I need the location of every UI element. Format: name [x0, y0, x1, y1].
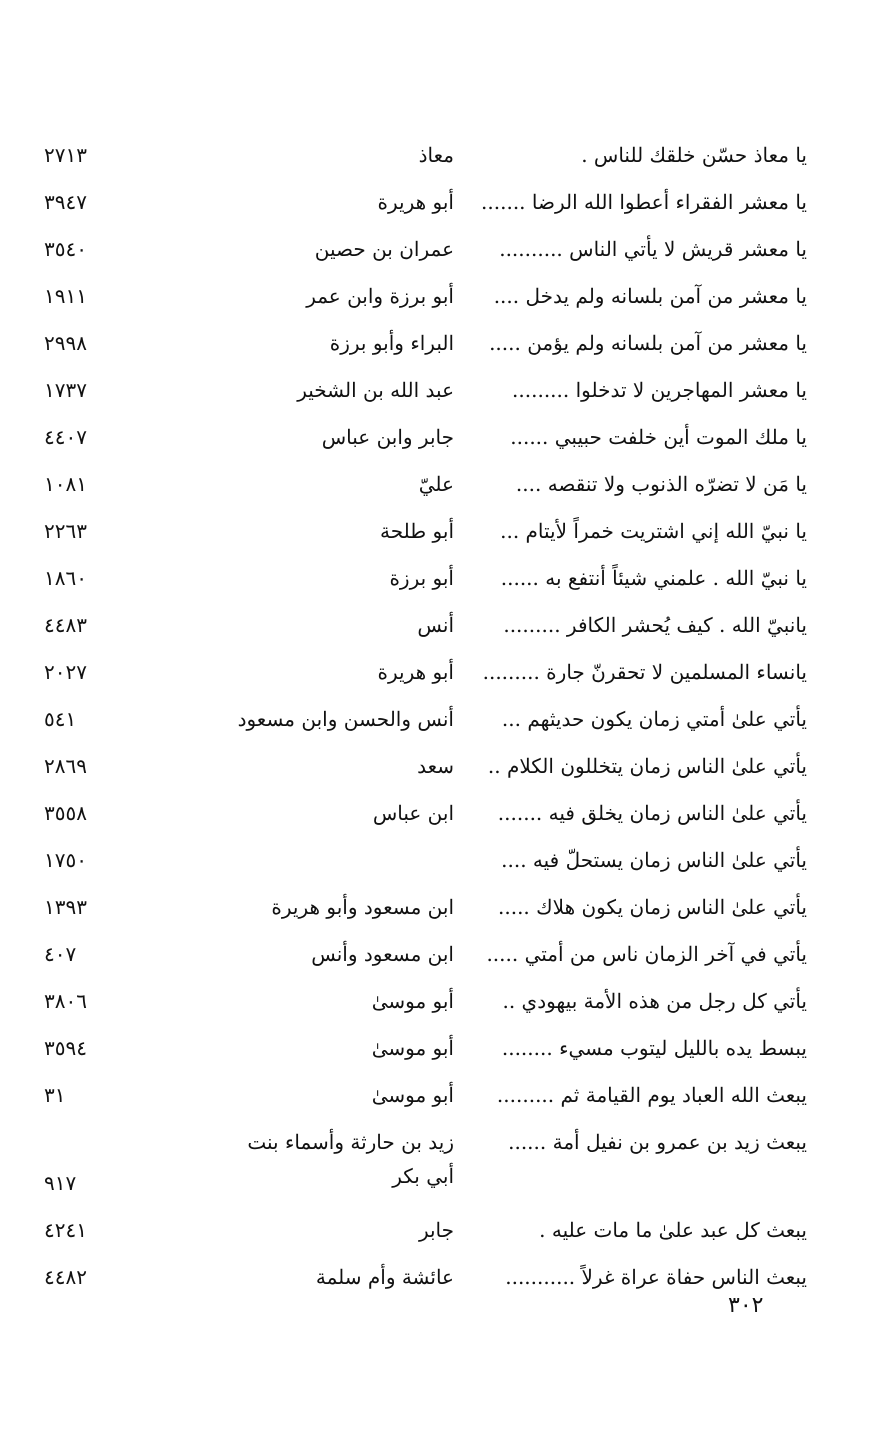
narrator: ابن مسعود وأنس: [311, 942, 454, 966]
hadith-number: ١٨٦٠: [44, 566, 87, 590]
index-row: [0, 367, 891, 414]
narrator: ابن مسعود وأبو هريرة: [271, 895, 454, 919]
index-row: [0, 1207, 891, 1254]
narrator: جابر وابن عباس: [321, 425, 454, 449]
hadith-text: يأتي علىٰ الناس زمان يخلق فيه .......: [497, 801, 807, 825]
narrator: أبو برزة وابن عمر: [306, 284, 454, 308]
index-row: [0, 743, 891, 790]
hadith-text: يا معاذ حسّن خلقك للناس .: [581, 143, 807, 167]
hadith-text: يا معشر من آمن بلسانه ولم يؤمن .....: [489, 331, 807, 355]
index-row: [0, 978, 891, 1025]
narrator: عمران بن حصين: [314, 237, 454, 261]
hadith-number: ٤٤٨٢: [44, 1265, 87, 1289]
hadith-number: ١٠٨١: [44, 472, 87, 496]
hadith-text: يانساء المسلمين لا تحقرنّ جارة .........: [482, 660, 807, 684]
hadith-text: يأتي علىٰ الناس زمان يكون هلاك .....: [498, 895, 807, 919]
narrator: البراء وأبو برزة: [329, 331, 454, 355]
hadith-number: ٣٨٠٦: [44, 989, 87, 1013]
index-row: [0, 320, 891, 367]
hadith-number: ٥٤١: [44, 707, 77, 731]
narrator: عبد الله بن الشخير: [297, 378, 454, 402]
hadith-number: ٣٥٩٤: [44, 1036, 87, 1060]
hadith-number: ١٩١١: [44, 284, 87, 308]
hadith-text: يأتي كل رجل من هذه الأمة بيهودي ..: [502, 989, 807, 1013]
narrator: أبو موسىٰ: [371, 989, 454, 1013]
index-row: [0, 273, 891, 320]
narrator: جابر: [418, 1218, 454, 1242]
hadith-number: ٢٧١٣: [44, 143, 87, 167]
hadith-number: ٤٠٧: [44, 942, 77, 966]
hadith-number: ٣١: [44, 1083, 66, 1107]
narrator: سعد: [417, 754, 454, 778]
hadith-text: يأتي في آخر الزمان ناس من أمتي .....: [486, 942, 807, 966]
index-row: [0, 1072, 891, 1119]
hadith-number: ١٧٣٧: [44, 378, 87, 402]
hadith-number: ٢٢٦٣: [44, 519, 87, 543]
hadith-number: ٤٢٤١: [44, 1218, 87, 1242]
hadith-number: ١٧٥٠: [44, 848, 87, 872]
narrator: أبو برزة: [389, 566, 454, 590]
hadith-text: يبعث الله العباد يوم القيامة ثم .........: [496, 1083, 807, 1107]
index-row: [0, 884, 891, 931]
hadith-number: ٤٤٠٧: [44, 425, 87, 449]
index-row: [0, 1119, 891, 1207]
index-row: [0, 790, 891, 837]
hadith-text: يا ملك الموت أين خلفت حبيبي ......: [510, 425, 807, 449]
narrator: معاذ: [418, 143, 454, 167]
hadith-text: يا معشر الفقراء أعطوا الله الرضا .......: [481, 190, 807, 214]
hadith-text: يبعث زيد بن عمرو بن نفيل أمة ......: [508, 1130, 807, 1154]
hadith-text: يا معشر قريش لا يأتي الناس ..........: [499, 237, 807, 261]
hadith-number: ٤٤٨٣: [44, 613, 87, 637]
narrator: عليّ: [418, 472, 454, 496]
hadith-text: يبعث كل عبد علىٰ ما مات عليه .: [539, 1218, 807, 1242]
index-row: [0, 508, 891, 555]
hadith-number: ٢٩٩٨: [44, 331, 87, 355]
narrator: أنس: [417, 613, 454, 637]
narrator: أبو موسىٰ: [371, 1083, 454, 1107]
hadith-number: ٣٩٤٧: [44, 190, 87, 214]
narrator: أبو موسىٰ: [371, 1036, 454, 1060]
hadith-text: يا نبيّ الله . علمني شيئاً أنتفع به ......: [500, 566, 807, 590]
hadith-text: يأتي علىٰ أمتي زمان يكون حديثهم ...: [501, 707, 807, 731]
hadith-text: يأتي علىٰ الناس زمان يتخللون الكلام ..: [487, 754, 807, 778]
hadith-text: يا مَن لا تضرّه الذنوب ولا تنقصه ....: [515, 472, 807, 496]
hadith-number: ٣٥٥٨: [44, 801, 87, 825]
narrator: ابن عباس: [372, 801, 454, 825]
index-row: [0, 1025, 891, 1072]
index-row: [0, 179, 891, 226]
narrator: أبو طلحة: [380, 519, 454, 543]
narrator: أبو هريرة: [377, 190, 454, 214]
index-row: [0, 555, 891, 602]
hadith-text: يأتي علىٰ الناس زمان يستحلّ فيه ....: [501, 848, 807, 872]
hadith-text: يبسط يده بالليل ليتوب مسيء ........: [501, 1036, 807, 1060]
hadith-number: ٢٠٢٧: [44, 660, 87, 684]
hadith-text: يا معشر من آمن بلسانه ولم يدخل ....: [493, 284, 807, 308]
hadith-number: ٢٨٦٩: [44, 754, 87, 778]
index-row: [0, 837, 891, 884]
index-row: [0, 649, 891, 696]
narrator: زيد بن حارثة وأسماء بنت أبي بكر: [247, 1130, 454, 1188]
narrator: أنس والحسن وابن مسعود: [237, 707, 454, 731]
hadith-number: ١٣٩٣: [44, 895, 87, 919]
narrator: أبو هريرة: [377, 660, 454, 684]
index-row: [0, 696, 891, 743]
hadith-number: ٩١٧: [44, 1171, 77, 1195]
index-row: [0, 226, 891, 273]
index-row: [0, 461, 891, 508]
hadith-number: ٣٥٤٠: [44, 237, 87, 261]
index-row: [0, 602, 891, 649]
page-number: ٣٠٢: [728, 1293, 764, 1318]
hadith-text: يا نبيّ الله إني اشتريت خمراً لأيتام ...: [500, 519, 807, 543]
hadith-text: يا معشر المهاجرين لا تدخلوا .........: [512, 378, 807, 402]
index-row: [0, 414, 891, 461]
hadith-text: يانبيّ الله . كيف يُحشر الكافر .........: [503, 613, 807, 637]
hadith-index-list: [0, 132, 891, 1301]
narrator: عائشة وأم سلمة: [315, 1265, 454, 1289]
hadith-text: يبعث الناس حفاة عراة غرلاً ...........: [505, 1265, 807, 1289]
index-row: [0, 931, 891, 978]
index-row: [0, 132, 891, 179]
